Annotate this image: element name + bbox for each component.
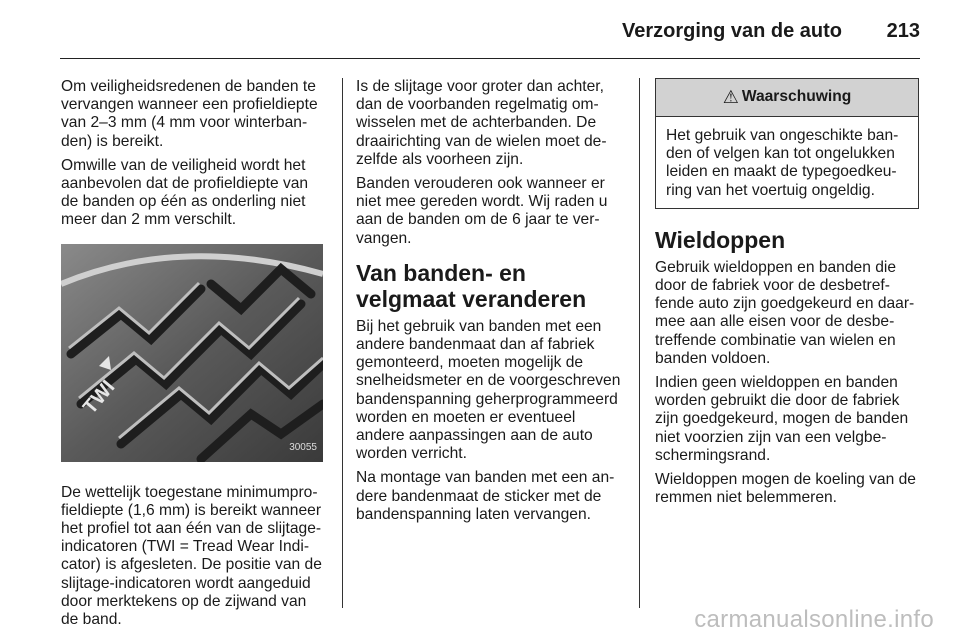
figure-number: 30055 <box>289 442 317 454</box>
page-header <box>0 0 960 60</box>
heading-size-change: Van banden- en velgmaat veranderen <box>356 259 587 312</box>
warning-title: Waarschuwing <box>741 88 852 106</box>
heading-wheel-covers: Wieldoppen <box>655 226 786 253</box>
page-number: 213 <box>886 20 920 42</box>
twi-label: TWI <box>78 375 120 419</box>
page-title: Verzorging van de auto <box>621 20 842 42</box>
tire-tread-graphic <box>61 244 323 462</box>
paragraph-wheel-covers-unapproved: Indien geen wieldoppen en banden worden gebruikt die door de fabriek zijn goedgekeurd, mogen de banden niet voorzien zijn van een velgbeschermingsrand. <box>655 374 909 464</box>
paragraph-minimum-depth: De wettelijk toegestane minimumprofieldiepte (1,6 mm) is bereikt wanneer het profiel tot aan één van de slijtage-indicatoren (TWI = Tread Wear Indicator) is afgesleten. De positie van de slijtage-indicatoren wordt aangeduid door merktekens op de zijwand van de band. <box>61 483 322 629</box>
warning-triangle-icon: ⚠ <box>722 87 739 108</box>
paragraph-size-change: Bij het gebruik van banden met een andere bandenmaat dan af fabriek gemonteerd, moeten mogelijk de snelheidsmeter en de voorgeschreven bandenspanning geherprogrammeerd worden en moeten er eventueel andere aanpassingen aan de auto worden verricht. <box>356 317 621 463</box>
warning-header <box>656 79 918 117</box>
column-2 <box>356 78 622 530</box>
paragraph-tire-aging: Banden verouderen ook wanneer er niet mee gereden wordt. Wij raden u aan de banden om de 6 jaar te vervangen. <box>356 175 608 247</box>
warning-box <box>655 78 919 209</box>
column-divider-1 <box>342 78 343 608</box>
column-divider-2 <box>639 78 640 608</box>
header-divider <box>60 58 920 59</box>
warning-text: Het gebruik van ongeschikte banden of velgen kan tot ongelukken leiden en maakt de typegoedkeuring van het voertuig ongeldig. <box>666 127 899 199</box>
paragraph-tire-rotation: Is de slijtage voor groter dan achter, dan de voorbanden regelmatig omwisselen met de achterbanden. De draairichting van de wielen moet dezelfde als voorheen zijn. <box>356 78 607 168</box>
paragraph-axle-difference: Omwille van de veiligheid wordt het aanbevolen dat de profieldiepte van de banden op één as onderling niet meer dan 2 mm verschilt. <box>61 156 309 229</box>
paragraph-sticker: Na montage van banden met een andere bandenmaat de sticker met de bandenspanning laten vervangen. <box>356 469 615 523</box>
tire-tread-illustration <box>61 244 323 462</box>
watermark: carmanualsonline.info <box>694 606 934 633</box>
paragraph-brake-cooling: Wieldoppen mogen de koeling van de remmen niet belemmeren. <box>655 471 916 507</box>
paragraph-tread-replacement: Om veiligheidsredenen de banden te vervangen wanneer een profieldiepte van 2–3 mm (4 mm voor winterbanden) is bereikt. <box>61 78 318 150</box>
column-1 <box>61 78 327 635</box>
column-3 <box>655 78 921 513</box>
paragraph-wheel-covers-approved: Gebruik wieldoppen en banden die door de fabriek voor de desbetreffende auto zijn goedgekeurd en daarmee aan alle eisen voor de desbetreffende combinatie van wielen en banden voldoen. <box>655 258 915 367</box>
